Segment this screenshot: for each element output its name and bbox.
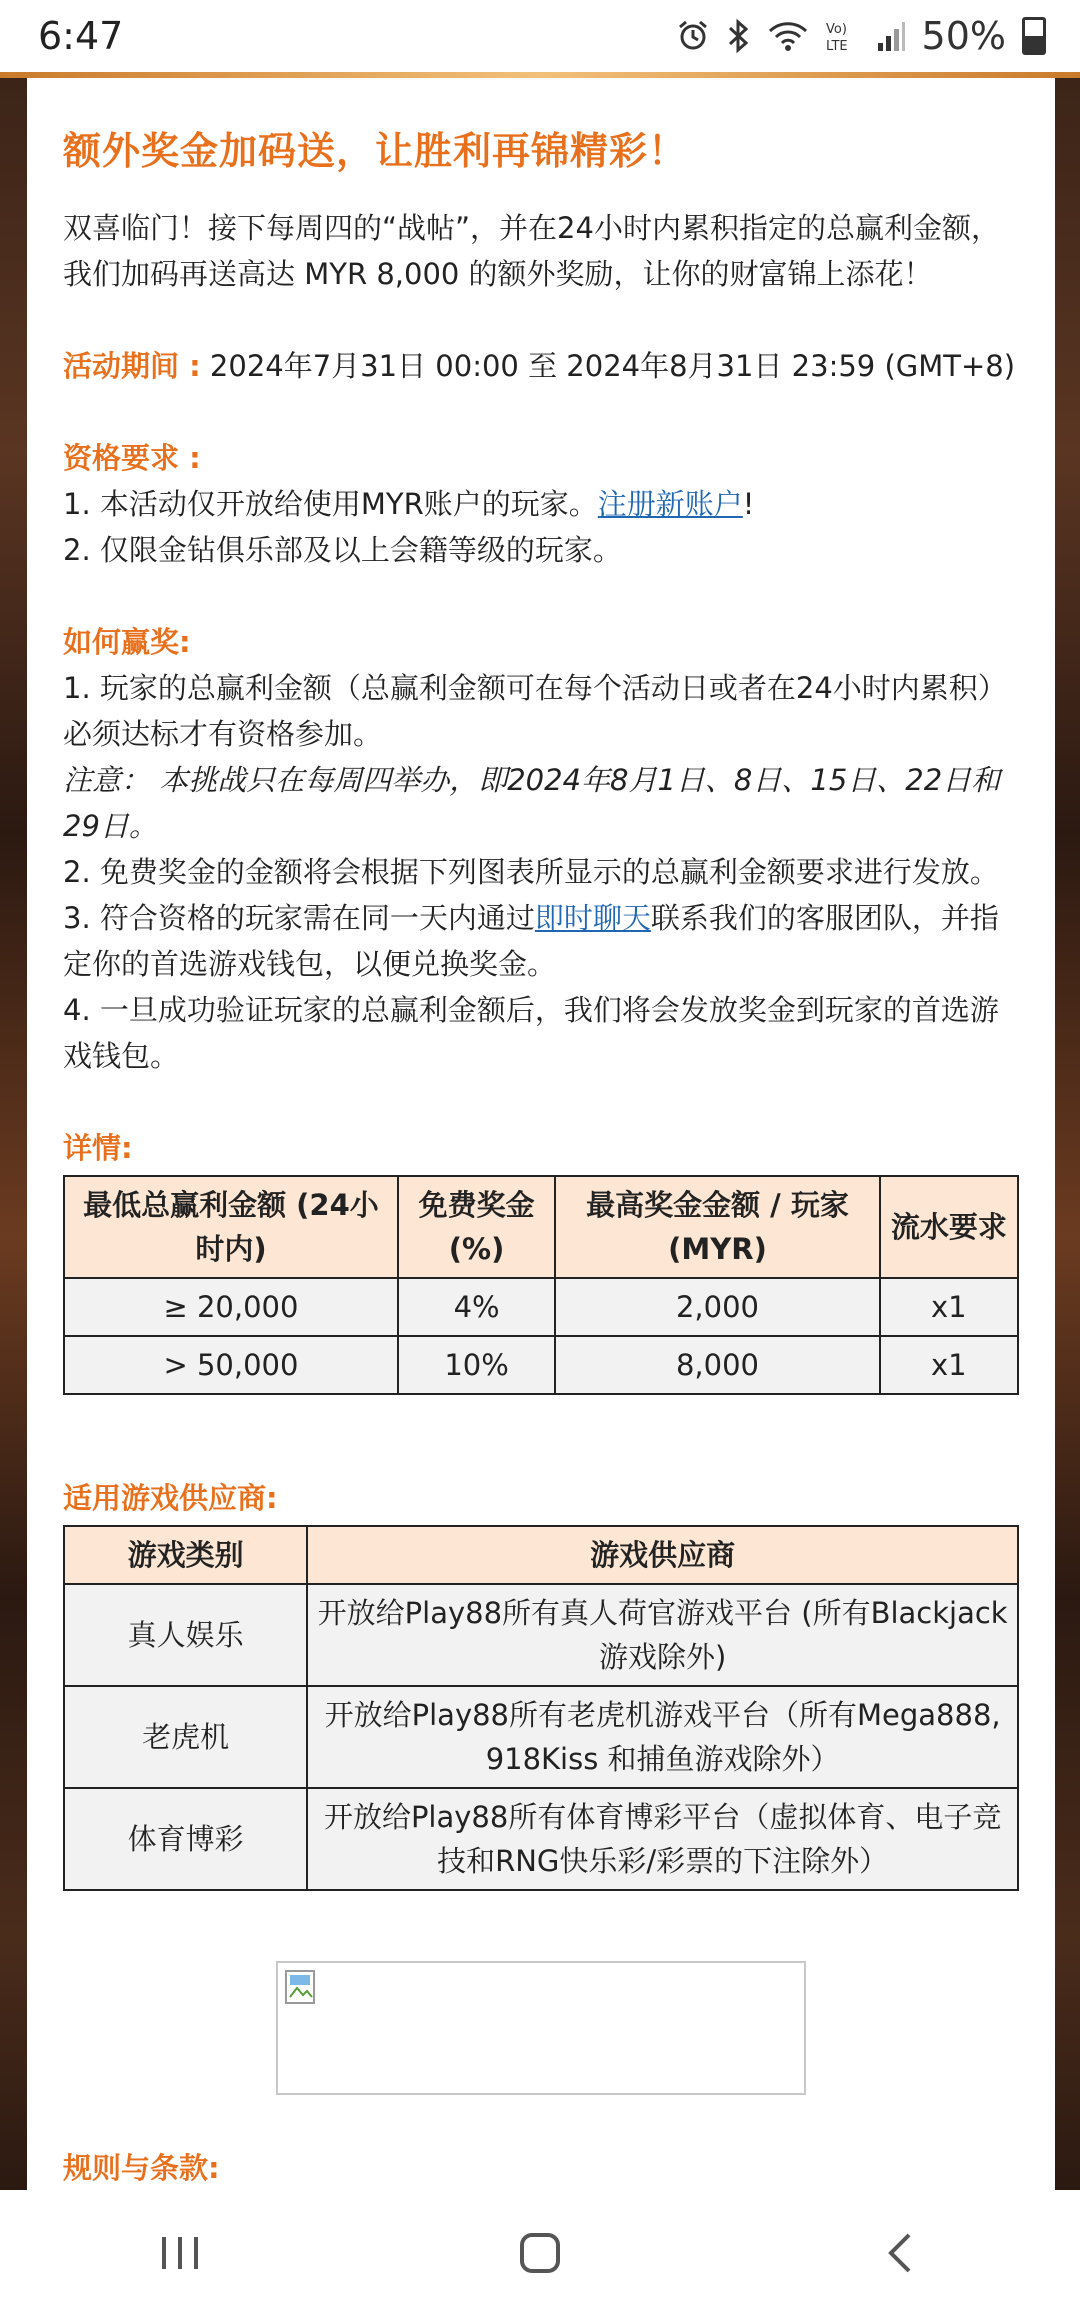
back-icon: [885, 2231, 915, 2275]
how-item-2: 2. 免费奖金的金额将会根据下列图表所显示的总赢利金额要求进行发放。: [63, 855, 999, 889]
table-cell: 10%: [398, 1336, 555, 1394]
details-header-cell: 最低总赢利金额 (24小时内): [64, 1176, 398, 1278]
how-item-1: 1. 玩家的总赢利金额（总赢利金额可在每个活动日或者在24小时内累积）必须达标才有资格参加。: [63, 671, 1007, 751]
table-row: [64, 1584, 1018, 1686]
period-value: 2024年7月31日 00:00 至 2024年8月31日 23:59 (GMT+8): [200, 349, 1016, 383]
alarm-icon: [676, 19, 710, 53]
table-cell: 体育博彩: [64, 1788, 307, 1890]
broken-image: [276, 1961, 806, 2095]
broken-image-icon: [284, 1969, 324, 2009]
table-cell: 开放给Play88所有真人荷官游戏平台 (所有Blackjack游戏除外): [307, 1584, 1018, 1686]
recent-apps-icon: [158, 2233, 202, 2273]
providers-table: [63, 1525, 1019, 1891]
register-link[interactable]: 注册新账户: [597, 487, 743, 521]
table-cell: 4%: [398, 1278, 555, 1336]
details-header-cell: 流水要求: [880, 1176, 1018, 1278]
how-to-win-label: 如何赢奖:: [63, 625, 191, 659]
bluetooth-icon: [726, 19, 752, 53]
promo-content: [27, 78, 1055, 2283]
navigation-bar: [0, 2190, 1080, 2316]
signal-icon: [876, 19, 906, 53]
terms-label: 规则与条款:: [63, 2151, 220, 2185]
providers-header-cell: 游戏供应商: [307, 1526, 1018, 1584]
details-header-row: [64, 1176, 1018, 1278]
battery-icon: [1022, 17, 1046, 55]
eligibility-1-suffix: !: [742, 487, 755, 521]
table-row: [64, 1788, 1018, 1890]
eligibility-item-2: 2. 仅限金钻俱乐部及以上会籍等级的玩家。: [63, 533, 622, 567]
table-cell: ≥ 20,000: [64, 1278, 398, 1336]
table-cell: x1: [880, 1336, 1018, 1394]
how-3-text: 3. 符合资格的玩家需在同一天内通过: [63, 901, 535, 935]
providers-header-row: [64, 1526, 1018, 1584]
table-row: [64, 1336, 1018, 1394]
status-bar: [0, 0, 1080, 72]
table-cell: 开放给Play88所有老虎机游戏平台（所有Mega888, 918Kiss 和捕鱼游戏除外）: [307, 1686, 1018, 1788]
recent-apps-button[interactable]: [110, 2213, 250, 2293]
back-button[interactable]: [830, 2213, 970, 2293]
svg-text:LTE: LTE: [825, 39, 848, 54]
eligibility-label: 资格要求 :: [63, 441, 201, 475]
providers-label: 适用游戏供应商:: [63, 1481, 278, 1515]
eligibility-item-1: [63, 481, 1019, 527]
promo-intro: 双喜临门！接下每周四的“战帖”，并在24小时内累积指定的总赢利金额，我们加码再送高达 MYR 8,000 的额外奖励，让你的财富锦上添花！: [63, 211, 1000, 291]
svg-text:Vo): Vo): [825, 22, 847, 37]
eligibility-1-text: 1. 本活动仅开放给使用MYR账户的玩家。: [63, 487, 598, 521]
home-button[interactable]: [470, 2213, 610, 2293]
details-label: 详情:: [63, 1131, 133, 1165]
volte-icon: [824, 19, 860, 53]
details-header-cell: 最高奖金金额 / 玩家 (MYR): [555, 1176, 879, 1278]
status-time: 6:47: [38, 14, 124, 58]
live-chat-link[interactable]: 即时聊天: [534, 901, 651, 935]
battery-percent: 50%: [921, 14, 1006, 58]
how-3-suffix: 联系我们的客服团队，并指定你的首选游戏钱包，以便兑换奖金。: [63, 901, 999, 981]
how-note: 注意： 本挑战只在每周四举办，即2024年8月1日、8日、15日、22日和29日。: [63, 763, 1001, 843]
status-icons: [676, 14, 1046, 58]
providers-header-cell: 游戏类别: [64, 1526, 307, 1584]
promo-title: 额外奖金加码送，让胜利再锦精彩！: [63, 129, 688, 173]
how-item-3: [63, 895, 1019, 987]
table-cell: 老虎机: [64, 1686, 307, 1788]
details-table: [63, 1175, 1019, 1395]
wifi-icon: [768, 19, 808, 53]
details-header-cell: 免费奖金 (%): [398, 1176, 555, 1278]
table-row: [64, 1278, 1018, 1336]
table-cell: x1: [880, 1278, 1018, 1336]
promo-modal[interactable]: [27, 78, 1055, 2192]
table-row: [64, 1686, 1018, 1788]
table-cell: > 50,000: [64, 1336, 398, 1394]
table-cell: 8,000: [555, 1336, 879, 1394]
period-label: 活动期间 :: [63, 349, 201, 383]
how-item-4: 4. 一旦成功验证玩家的总赢利金额后，我们将会发放奖金到玩家的首选游戏钱包。: [63, 993, 999, 1073]
table-cell: 真人娱乐: [64, 1584, 307, 1686]
table-cell: 开放给Play88所有体育博彩平台（虚拟体育、电子竞技和RNG快乐彩/彩票的下注除外）: [307, 1788, 1018, 1890]
table-cell: 2,000: [555, 1278, 879, 1336]
promo-period: [63, 343, 1019, 389]
home-icon: [518, 2231, 562, 2275]
